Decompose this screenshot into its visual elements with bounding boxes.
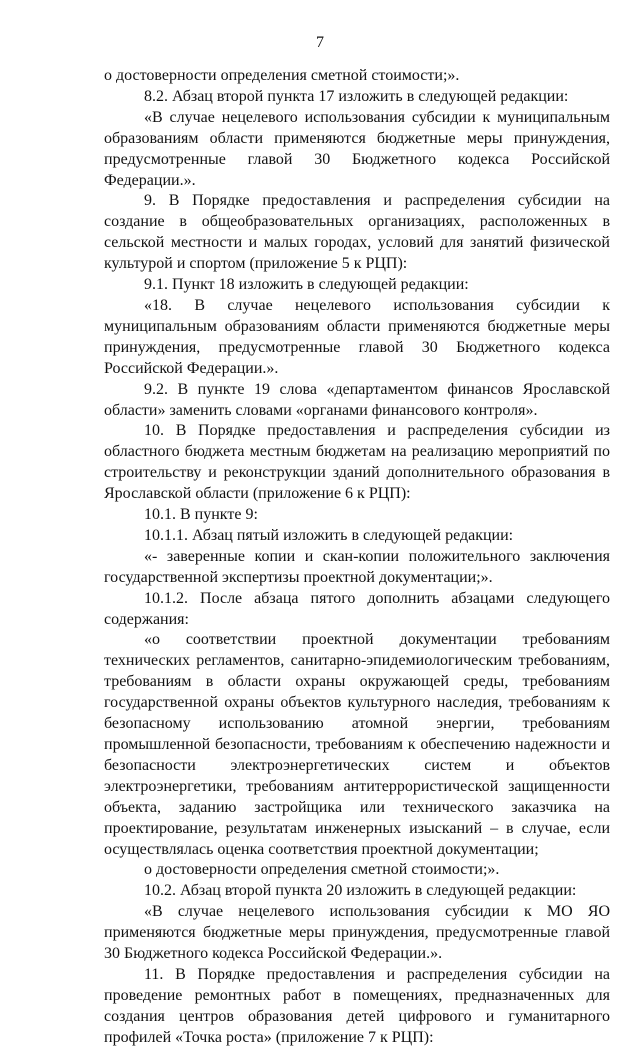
paragraph: 9.2. В пункте 19 слова «департаментом финансов Ярославской области» заменить словами «органами финансового контроля».	[104, 380, 610, 419]
paragraph: 10.1. В пункте 9:	[144, 506, 258, 524]
paragraph: 9. В Порядке предоставления и распределения субсидии на создание в общеобразовательных организациях, расположенных в сельской местности и малых городах, условий для занятий физической культурой и спортом (приложение 5 к РЦП):	[104, 192, 610, 273]
paragraph: 8.2. Абзац второй пункта 17 изложить в следующей редакции:	[144, 87, 569, 105]
paragraph: «В случае нецелевого использования субсидии к МО ЯО применяются бюджетные меры принуждения, предусмотренные главой 30 Бюджетного кодекса Российской Федерации.».	[104, 903, 610, 963]
paragraph: 9.1. Пункт 18 изложить в следующей редакции:	[144, 276, 469, 294]
paragraph: о достоверности определения сметной стоимости;».	[144, 861, 500, 879]
page-number: 7	[316, 34, 324, 51]
paragraph: 10.1.1. Абзац пятый изложить в следующей редакции:	[144, 526, 514, 544]
paragraph: о достоверности определения сметной стоимости;».	[104, 67, 460, 84]
paragraph: «- заверенные копии и скан-копии положительного заключения государственной экспертизы проектной документации;».	[104, 547, 610, 586]
paragraph: «о соответствии проектной документации требованиям технических регламентов, санитарно-эпидемиологическим требованиям, требованиям в области охраны окружающей среды, требованиям государственной охраны объектов культурного наследия, требованиям к безопасному использованию атомной энергии, требованиям промышленной безопасности, требованиям к обеспечению надежности и безопасности электроэнергетических систем и объектов электроэнергетики, требованиям антитеррористической защищенности объекта, заданию застройщика или технического заказчика на проектирование, результатам инженерных изысканий – в случае, если осуществлялась оценка соответствия проектной документации;	[104, 631, 610, 858]
paragraph: 11. В Порядке предоставления и распределения субсидии на проведение ремонтных работ в помещениях, предназначенных для создания центров образования детей цифрового и гуманитарного профилей «Точка роста» (приложение 7 к РЦП):	[104, 965, 610, 1046]
document-body	[104, 66, 610, 1049]
paragraph: «В случае нецелевого использования субсидии к муниципальным образованиям области применяются бюджетные меры принуждения, предусмотренные главой 30 Бюджетного кодекса Российской Федерации.».	[104, 108, 610, 189]
paragraph: 10.2. Абзац второй пункта 20 изложить в следующей редакции:	[144, 882, 577, 900]
paragraph: «18. В случае нецелевого использования субсидии к муниципальным образованиям области применяются бюджетные меры принуждения, предусмотренные главой 30 Бюджетного кодекса Российской Федерации.».	[104, 296, 610, 377]
paragraph: 10.1.2. После абзаца пятого дополнить абзацами следующего содержания:	[104, 589, 610, 628]
paragraph: 10. В Порядке предоставления и распределения субсидии из областного бюджета местным бюджетам на реализацию мероприятий по строительству и реконструкции зданий дополнительного образования в Ярославской области (приложение 6 к РЦП):	[104, 422, 610, 503]
